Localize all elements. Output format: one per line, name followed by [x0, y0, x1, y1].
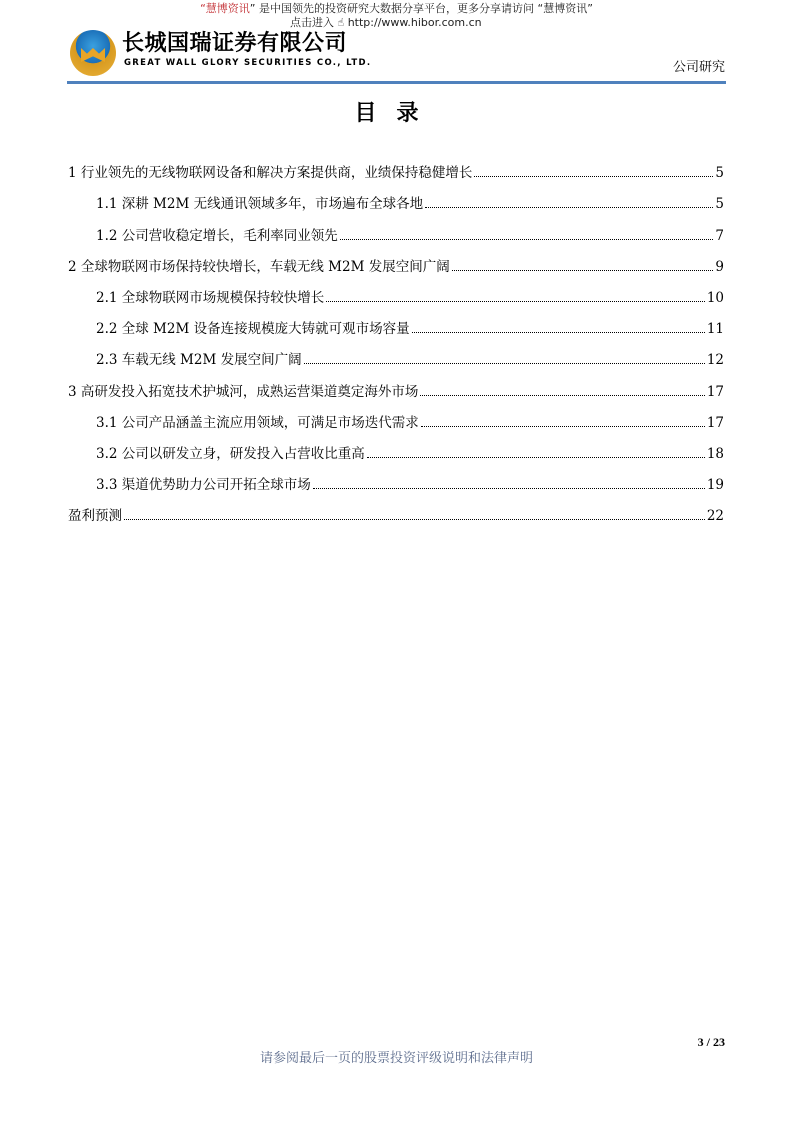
- toc-entry-label[interactable]: 盈利预测: [68, 508, 122, 525]
- toc-entry-label[interactable]: 3.1 公司产品涵盖主流应用领域，可满足市场迭代需求: [96, 414, 419, 431]
- toc-entry[interactable]: [68, 494, 724, 525]
- brand-text: “慧博资讯”: [537, 2, 593, 15]
- toc-dot-leader: [412, 332, 705, 333]
- toc-entry[interactable]: [68, 369, 724, 400]
- toc-dot-leader: [421, 426, 705, 427]
- toc-entry[interactable]: [68, 276, 724, 307]
- promo-banner: [0, 2, 793, 15]
- toc-entry-label[interactable]: 3.3 渠道优势助力公司开拓全球市场: [96, 477, 311, 494]
- toc-entry[interactable]: [68, 151, 724, 182]
- toc-entry-page[interactable]: 17: [706, 383, 724, 400]
- toc-entry-label[interactable]: 3 高研发投入拓宽技术护城河，成熟运营渠道奠定海外市场: [68, 383, 419, 400]
- company-name-en: GREAT WALL GLORY SECURITIES CO., LTD.: [124, 58, 372, 68]
- toc-dot-leader: [420, 395, 704, 396]
- toc-dot-leader: [304, 363, 705, 364]
- toc-entry-page[interactable]: 12: [706, 352, 724, 369]
- footer-disclaimer: 请参阅最后一页的股票投资评级说明和法律声明: [259, 1051, 533, 1066]
- toc-dot-leader: [474, 176, 713, 177]
- toc-dot-leader: [326, 301, 705, 302]
- toc-entry[interactable]: [68, 401, 724, 432]
- toc-entry-label[interactable]: 2 全球物联网市场保持较快增长，车载无线 M2M 发展空间广阔: [68, 258, 450, 275]
- toc-entry-label[interactable]: 2.1 全球物联网市场规模保持较快增长: [96, 289, 325, 306]
- toc-entry-label[interactable]: 2.2 全球 M2M 设备连接规模庞大铸就可观市场容量: [96, 321, 410, 338]
- report-type: 公司研究: [672, 60, 725, 75]
- toc-dot-leader: [340, 239, 714, 240]
- toc-entry[interactable]: [68, 213, 724, 244]
- site-url[interactable]: http://www.hibor.com.cn: [347, 16, 482, 29]
- toc-entry[interactable]: [68, 307, 724, 338]
- toc-dot-leader: [425, 207, 713, 208]
- brand-quote-open: “: [200, 2, 206, 15]
- toc-entry[interactable]: [68, 182, 724, 213]
- toc-dot-leader: [124, 519, 705, 520]
- toc-entry-page[interactable]: 10: [706, 289, 724, 306]
- company-name-cn: 长城国瑞证券有限公司: [122, 31, 348, 56]
- brand-quote-close: ”: [249, 2, 256, 15]
- toc-entry[interactable]: [68, 463, 724, 494]
- page-title: 目录: [354, 101, 439, 126]
- table-of-contents: [68, 151, 724, 525]
- pointer-icon: ☝: [337, 16, 345, 29]
- toc-dot-leader: [313, 488, 705, 489]
- header-divider: [67, 81, 726, 84]
- toc-dot-leader: [367, 457, 705, 458]
- company-logo: [70, 30, 116, 76]
- toc-entry-page[interactable]: 11: [706, 321, 724, 338]
- toc-entry[interactable]: [68, 432, 724, 463]
- toc-entry-label[interactable]: 1 行业领先的无线物联网设备和解决方案提供商，业绩保持稳健增长: [68, 165, 473, 182]
- toc-entry-page[interactable]: 7: [715, 227, 724, 244]
- page-number: 3 / 23: [697, 1035, 725, 1049]
- toc-entry-label[interactable]: 1.1 深耕 M2M 无线通讯领域多年，市场遍布全球各地: [96, 196, 424, 213]
- toc-entry-label[interactable]: 1.2 公司营收稳定增长，毛利率同业领先: [96, 227, 338, 244]
- site-link[interactable]: [290, 16, 482, 29]
- toc-entry-page[interactable]: 19: [706, 477, 724, 494]
- click-label[interactable]: 点击进入: [290, 16, 334, 29]
- toc-entry-page[interactable]: 5: [715, 196, 724, 213]
- toc-entry[interactable]: [68, 245, 724, 276]
- toc-entry-page[interactable]: 5: [715, 165, 724, 182]
- toc-entry-label[interactable]: 3.2 公司以研发立身，研发投入占营收比重高: [96, 445, 365, 462]
- promo-text: 是中国领先的投资研究大数据分享平台，更多分享请访问: [259, 2, 534, 15]
- toc-entry-page[interactable]: 9: [715, 258, 724, 275]
- logo-mark-icon: [81, 48, 105, 62]
- toc-entry-page[interactable]: 18: [706, 445, 724, 462]
- toc-dot-leader: [452, 270, 714, 271]
- brand-link[interactable]: 慧博资讯: [205, 2, 250, 15]
- toc-entry-page[interactable]: 22: [706, 508, 724, 525]
- toc-entry[interactable]: [68, 338, 724, 369]
- toc-entry-label[interactable]: 2.3 车载无线 M2M 发展空间广阔: [96, 352, 302, 369]
- toc-entry-page[interactable]: 17: [706, 414, 724, 431]
